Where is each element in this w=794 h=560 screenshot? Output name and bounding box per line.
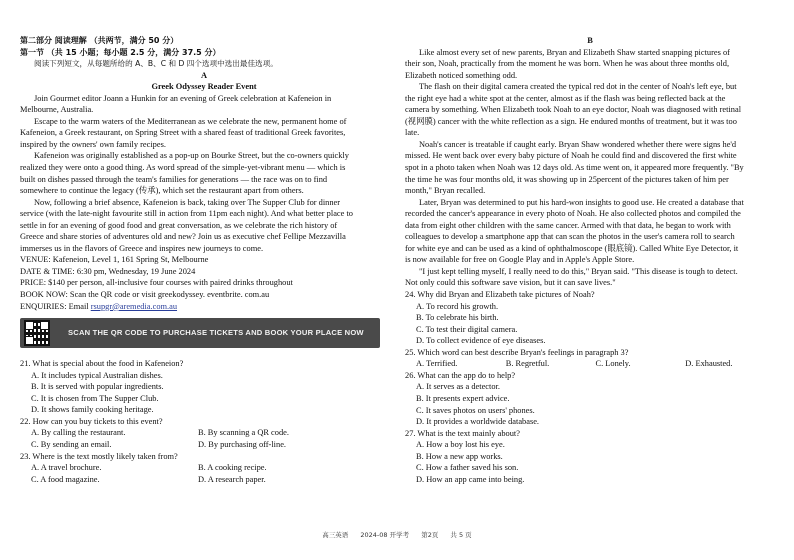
paragraph-line: Join Gourmet editor Joann a Hunkin for an evening of Greek celebration at Kafeneion in [34,93,332,103]
option-25-c[interactable]: C. Lonely. [595,359,631,369]
paragraph-line: the right eye had a white spot at the center, almost as if the flash was being reflected back at the [405,93,726,103]
option-27-d[interactable]: D. How an app came into being. [416,474,525,484]
paragraph-line: spot in a photo taken when Noah was 12 days old. As time went on, it appeared more frequently. "By [405,163,744,173]
passage-a-title: Greek Odyssey Reader Event [151,82,257,92]
options-row [20,474,388,486]
option-25-d[interactable]: D. Exhausted. [685,359,733,369]
question-21: 21. What is special about the food in Kafeneion? [20,359,184,369]
paragraph-line: Noah's cancer is treatable if caught early. Bryan Shaw wondered whether there were signs he'd [419,139,737,149]
option-26-d[interactable]: D. It provides a worldwide database. [416,417,540,427]
option-23-a[interactable]: A. A travel brochure. [31,463,102,473]
paragraph-line: Kafeneion was originally established as a pop-up on Bourke Street, but the co-owners quickly [34,151,349,161]
paragraph-line: late. [405,128,420,138]
option-21-a[interactable]: A. It includes typical Australian dishes. [31,370,163,380]
passage-b-label: B [587,36,593,45]
part-title: 第二部分 阅读理解 （共两节，满分 50 分） [20,36,179,45]
paragraph-line: service (with the late-night favourite still in action from 11pm each night). And what better place to [20,209,353,219]
paragraph-line: realized they were onto a good thing. As word spread of the simple-yet-vibrant menu — which is [20,163,346,173]
question-26: 26. What can the app do to help? [405,370,516,380]
paragraph-line: Greece and share stories of adventures old and new? Join us as executive chef Fellipe Mezzavilla [20,232,346,242]
paragraph-line: immerses us in the flavors of Greece and inspires new journeys to come. [20,243,264,253]
option-26-a[interactable]: A. It serves as a detector. [416,382,500,392]
paragraph-line: Like almost every set of new parents, Bryan and Elizabeth Shaw started snapping pictures of [419,47,730,57]
option-26-c[interactable]: C. It saves photos on users' phones. [416,405,535,415]
option-22-a[interactable]: A. By calling the restaurant. [31,428,126,438]
option-27-c[interactable]: C. How a father saved his son. [416,463,519,473]
option-22-b[interactable]: B. By scanning a QR code. [198,428,289,438]
options-row [20,439,388,451]
right-column [405,35,775,485]
option-24-a[interactable]: A. To record his growth. [416,301,499,311]
paragraph-line: Escape to the warm waters of the Mediterranean as we celebrate the new, permanent home of [34,116,347,126]
paragraph-line: colleagues to develop a smartphone app that can scan the photos in the user's camera roll to search [405,232,735,242]
option-25-a[interactable]: A. Terrified. [416,359,458,369]
section-title: 第一节 （共 15 小题；每小题 2.5 分，满分 37.5 分） [20,47,221,57]
options-row [405,358,775,370]
footer-subject: 高三英语 [322,531,349,539]
question-22: 22. How can you buy tickets to this event? [20,416,163,426]
question-23: 23. Where is the text mostly likely taken from? [20,451,178,461]
paragraph-line: camera by something. When Elizabeth took Noah to an eye doctor, Noah was diagnosed with retinal [405,105,742,115]
qr-banner[interactable] [20,318,380,348]
passage-a-label: A [200,70,208,80]
paragraph-line: Kafeneion, a Greek restaurant, on Spring Street with a shared feast of traditional Greek favorites, [20,128,346,138]
paragraph-line: "I just kept telling myself, I really need to do this," Bryan said. "This disease is tough to detect. [419,266,738,276]
question-24: 24. Why did Bryan and Elizabeth take pictures of Noah? [405,290,595,300]
paragraph-line: Not only could this software save vision, but it can save lives." [405,278,616,288]
options-row [20,462,388,474]
paragraph-line: somewhere to continue the legacy (传承), which set the restaurant apart from others. [20,186,304,196]
email-link[interactable]: rsupgr@aremedia.com.au [90,301,178,311]
paragraph-line: recorded the cancer's appearance in every photo of Noah. He also collected photos and compiled the [405,209,741,219]
footer-total: 共 5 页 [450,531,472,539]
option-21-d[interactable]: D. It shows family cooking heritage. [31,405,154,415]
paragraph-line: (视网膜) cancer with the white reflection as a sign. He endured months of treatment, but it was too [405,116,737,126]
footer-exam: 2024-08 开学考 [360,531,410,539]
question-25: 25. Which word can best describe Bryan's feelings in paragraph 3? [405,347,629,357]
enquiries-info [20,301,388,313]
option-21-b[interactable]: B. It is served with popular ingredients. [31,382,164,392]
option-22-c[interactable]: C. By sending an email. [31,439,112,449]
paragraph-line: for white eye and can be used as a kind of ophthalmoscope (眼底镜). Called White Eye Detector, it [405,243,739,253]
paragraph-line: settle in for an evening of good food and great conversation, as we celebrate the rich history of [20,220,338,230]
option-24-c[interactable]: C. To test their digital camera. [416,324,518,334]
paragraph-line: inspired by the owners' own family recipes. [20,139,166,149]
price-info: PRICE: $140 per person, all-inclusive four courses with paired drinks throughout [20,278,293,288]
paragraph-line: their son, Noah, practically from the moment he was born. When he was about three months old, [405,59,730,69]
datetime-info: DATE & TIME: 6:30 pm, Wednesday, 19 June 2024 [20,266,196,276]
paragraph-line: Melbourne, Australia. [20,105,94,115]
paragraph-line: data from eight other children with the same cancer. Armed with that data, he began to work with [405,220,731,230]
paragraph-line: Elizabeth noticed something odd. [405,70,518,80]
paragraph-line: Later, Bryan was determined to put his hard-won insights to good use. He created a database that [419,197,744,207]
paragraph-line: built on dishes passed through the team's families for generations — the race was on to find [20,174,328,184]
option-23-b[interactable]: B. A cooking recipe. [198,463,267,473]
booknow-info: BOOK NOW: Scan the QR code or visit greekodyssey. eventbrite. com.au [20,290,270,300]
option-24-b[interactable]: B. To celebrate his birth. [416,313,499,323]
venue-info: VENUE: Kafeneion, Level 1, 161 Spring St, Melbourne [20,255,209,265]
paragraph-line: the time he was four months old, it was showing up in 25percent of the pictures taken of him per [405,174,729,184]
option-27-a[interactable]: A. How a boy lost his eye. [416,440,505,450]
option-22-d[interactable]: D. By purchasing off-line. [198,439,286,449]
footer-page: 第2页 [421,531,439,539]
option-26-b[interactable]: B. It presents expert advice. [416,393,510,403]
option-25-b[interactable]: B. Regretful. [505,359,550,369]
option-23-d[interactable]: D. A research paper. [198,474,266,484]
qr-code-icon[interactable] [24,320,50,346]
paragraph-line: month," Bryan recalled. [405,186,486,196]
option-23-c[interactable]: C. A food magazine. [31,474,100,484]
paragraph-line: Now, following a brief absence, Kafeneion is back, taking over The Supper Club for dinner [34,197,341,207]
page-footer [0,530,794,539]
enquiries-label: ENQUIRIES: Email [20,301,89,311]
banner-text: SCAN THE QR CODE TO PURCHASE TICKETS AND BOOK YOUR PLACE NOW [68,328,364,338]
options-row [20,427,388,439]
paragraph-line: missed. He went back over every baby picture of Noah he could find and discovered the first white [405,151,737,161]
option-24-d[interactable]: D. To collect evidence of eye diseases. [416,336,546,346]
left-column [20,35,388,485]
paragraph-line: The flash on their digital camera created the typical red dot in the center of Noah's left eye, but [419,82,737,92]
instruction: 阅读下列短文，从每题所给的 A、B、C 和 D 四个选项中选出最佳选项。 [34,59,278,69]
question-27: 27. What is the text mainly about? [405,428,520,438]
option-21-c[interactable]: C. It is chosen from The Supper Club. [31,393,159,403]
paragraph-line: is now available for free on Google Play and in Apple's Apple Store. [405,255,635,265]
option-27-b[interactable]: B. How a new app works. [416,451,503,461]
